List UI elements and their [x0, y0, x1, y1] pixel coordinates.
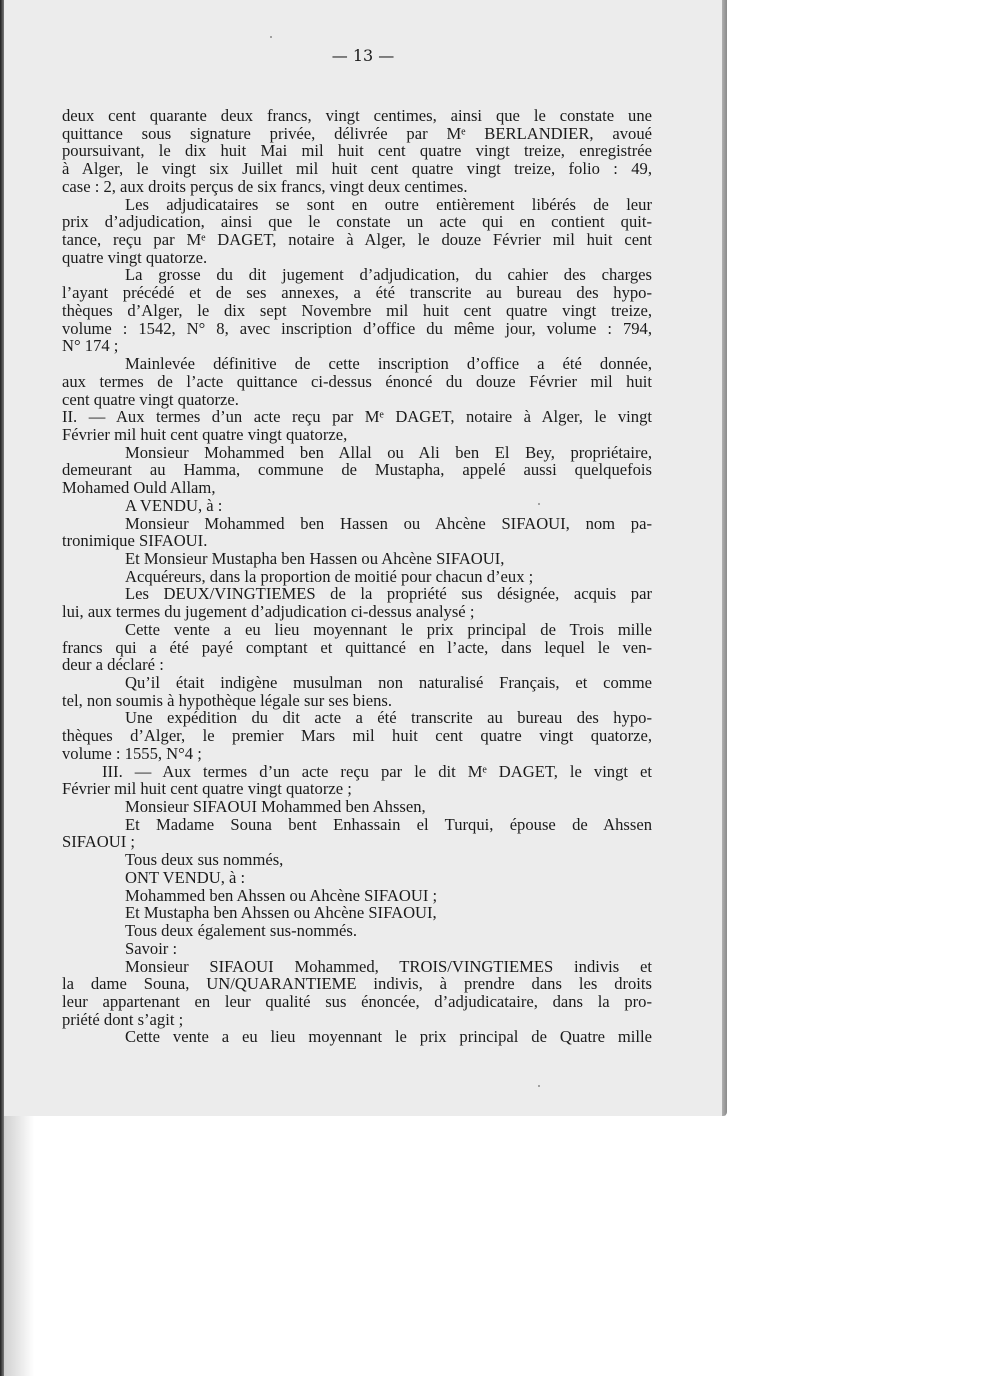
text-line: Mohammed ben Ahssen ou Ahcène SIFAOUI ;: [125, 885, 438, 905]
text-line: leur appartenant en leur qualité sus énoncée, d’adjudicataire, dans la pro-: [62, 991, 652, 1011]
text-line: prix d’adjudication, ainsi que le constate un acte qui en contient quit-: [62, 212, 652, 232]
scan-speck: [538, 1085, 540, 1087]
text-line: lui, aux termes du jugement d’adjudication ci-dessus analysé ;: [62, 602, 475, 622]
document-body: [62, 107, 652, 1046]
text-line: francs qui a été payé comptant et quittancé en l’acte, dans lequel le ven-: [62, 637, 652, 657]
text-line: III. — Aux termes d’un acte reçu par le dit Mᵉ DAGET, le vingt et: [102, 761, 652, 781]
page-number: — 13 —: [331, 46, 395, 65]
text-line: Et Monsieur Mustapha ben Hassen ou Ahcène SIFAOUI,: [125, 548, 505, 568]
text-line: deur a déclaré :: [62, 655, 164, 675]
text-line: Cette vente a eu lieu moyennant le prix principal de Quatre mille: [125, 1027, 652, 1047]
text-line: poursuivant, le dix huit Mai mil huit cent quatre vingt treize, enregistrée: [62, 141, 652, 161]
text-line: Mainlevée définitive de cette inscription d’office a été donnée,: [125, 354, 652, 374]
text-line: Les adjudicataires se sont en outre entièrement libérés de leur: [125, 194, 652, 214]
text-line: Et Mustapha ben Ahssen ou Ahcène SIFAOUI,: [125, 903, 437, 923]
text-line: Savoir :: [125, 938, 178, 958]
text-line: tance, reçu par Mᵉ DAGET, notaire à Alger, le douze Février mil huit cent: [62, 230, 652, 250]
text-line: la dame Souna, UN/QUARANTIEME indivis, à prendre dans les droits: [62, 974, 652, 994]
text-line: thèques d’Alger, le premier Mars mil huit cent quatre vingt quatorze,: [62, 726, 652, 746]
text-line: II. — Aux termes d’un acte reçu par Mᵉ DAGET, notaire à Alger, le vingt: [62, 407, 652, 427]
text-line: Et Madame Souna bent Enhassain el Turqui, épouse de Ahssen: [125, 814, 652, 834]
text-line: Qu’il était indigène musulman non naturalisé Français, et comme: [125, 673, 652, 692]
text-line: Monsieur SIFAOUI Mohammed, TROIS/VINGTIEMES indivis et: [125, 956, 652, 976]
text-line: cent quatre vingt quatorze.: [62, 389, 239, 409]
text-line: thèques d’Alger, le dix sept Novembre mil huit cent quatre vingt treize,: [62, 300, 652, 320]
text-line: Mohamed Ould Allam,: [62, 478, 216, 498]
text-line: Acquéreurs, dans la proportion de moitié pour chacun d’eux ;: [125, 566, 534, 586]
text-line: ONT VENDU, à :: [125, 867, 246, 887]
text-line: volume : 1555, N°4 ;: [62, 743, 202, 763]
text-line: à Alger, le vingt six Juillet mil huit cent quatre vingt treize, folio : 49,: [62, 159, 652, 179]
text-line: case : 2, aux droits perçus de six francs, vingt deux centimes.: [62, 176, 468, 196]
text-line: Une expédition du dit acte a été transcrite au bureau des hypo-: [125, 708, 652, 728]
text-line: priété dont s’agit ;: [62, 1009, 184, 1029]
text-line: Février mil huit cent quatre vingt quatorze,: [62, 424, 348, 444]
text-line: N° 174 ;: [62, 336, 119, 356]
text-line: La grosse du dit jugement d’adjudication, du cahier des charges: [125, 265, 652, 285]
text-line: quatre vingt quatorze.: [62, 247, 208, 267]
text-line: volume : 1542, N° 8, avec inscription d’office du même jour, volume : 794,: [62, 318, 652, 338]
text-line: Monsieur Mohammed ben Hassen ou Ahcène SIFAOUI, nom pa-: [125, 513, 652, 533]
text-line: tronimique SIFAOUI.: [62, 531, 208, 551]
text-line: Tous deux sus nommés,: [125, 850, 284, 870]
text-line: demeurant au Hamma, commune de Mustapha, appelé aussi quelquefois: [62, 460, 652, 480]
text-line: Tous deux également sus-nommés.: [125, 921, 358, 941]
text-line: A VENDU, à :: [125, 495, 223, 515]
text-line: deux cent quarante deux francs, vingt centimes, ainsi que le constate une: [62, 106, 652, 125]
text-line: quittance sous signature privée, délivrée par Mᵉ BERLANDIER, avoué: [62, 123, 652, 143]
text-line: Février mil huit cent quatre vingt quatorze ;: [62, 779, 352, 799]
text-line: l’ayant précédé et de ses annexes, a été transcrite au bureau des hypo-: [62, 283, 652, 303]
text-line: Monsieur SIFAOUI Mohammed ben Ahssen,: [125, 797, 426, 817]
text-line: Les DEUX/VINGTIEMES de la propriété sus désignée, acquis par: [125, 584, 652, 604]
text-line: tel, non soumis à hypothèque légale sur ses biens.: [62, 690, 392, 710]
scan-speck: [270, 36, 272, 38]
text-line: aux termes de l’acte quittance ci-dessus énoncé du douze Février mil huit: [62, 371, 652, 391]
text-line: Monsieur Mohammed ben Allal ou Ali ben El Bey, propriétaire,: [125, 442, 652, 462]
text-line: Cette vente a eu lieu moyennant le prix principal de Trois mille: [125, 619, 652, 639]
page-edge-shadow: [722, 0, 727, 1116]
text-line: SIFAOUI ;: [62, 832, 135, 852]
binding-shadow-lower: [4, 1116, 34, 1376]
